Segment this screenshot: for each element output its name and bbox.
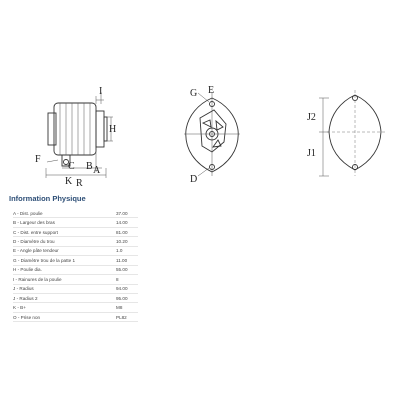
label-J2: J2 <box>307 112 316 123</box>
spec-value: 95.00 <box>114 293 138 302</box>
label-J1: J1 <box>307 148 316 159</box>
spec-row <box>13 265 138 274</box>
spec-row <box>13 227 138 236</box>
spec-label: K - B+ <box>13 303 114 312</box>
spec-value: 94.00 <box>114 284 138 293</box>
spec-value: 1.0 <box>114 246 138 255</box>
label-A: A <box>93 165 101 176</box>
label-D: D <box>190 174 198 185</box>
spec-label: D - Diamètre du trou <box>13 237 114 246</box>
side-view <box>35 86 116 189</box>
spec-row <box>13 246 138 255</box>
spec-value: 37.00 <box>114 209 138 218</box>
spec-row <box>13 303 138 312</box>
spec-value: 10.20 <box>114 237 138 246</box>
spec-row <box>13 209 138 218</box>
label-I: I <box>99 86 103 97</box>
spec-value: M8 <box>114 303 138 312</box>
spec-label: B - Largeur des bras <box>13 218 114 227</box>
label-E: E <box>208 85 215 96</box>
spec-row <box>13 256 138 265</box>
label-G: G <box>190 88 198 99</box>
label-R: R <box>76 178 83 189</box>
spec-row <box>13 284 138 293</box>
spec-row <box>13 312 138 321</box>
spec-value: 8 <box>114 275 138 284</box>
spec-label: G - Diamètre trou de la patte 1 <box>13 256 114 265</box>
label-H: H <box>109 124 117 135</box>
spec-label: E - Angle pâte tendeur <box>13 246 114 255</box>
front-view <box>184 85 240 185</box>
info-section-title: Information Physique <box>9 194 86 203</box>
label-K: K <box>65 176 73 187</box>
spec-row <box>13 275 138 284</box>
spec-value: 55.00 <box>114 265 138 274</box>
spec-row <box>13 237 138 246</box>
spec-label: H - Poulie dia. <box>13 265 114 274</box>
label-F: F <box>35 154 41 165</box>
spec-table <box>13 209 138 322</box>
spec-value: PL82 <box>114 312 138 321</box>
label-C: C <box>68 161 75 172</box>
alternator-technical-drawing <box>0 0 400 190</box>
spec-label: J - Radius 2 <box>13 293 114 302</box>
spec-row <box>13 293 138 302</box>
rear-view <box>307 90 385 176</box>
spec-value: 14.00 <box>114 218 138 227</box>
spec-label: A - Dist. poulie <box>13 209 114 218</box>
spec-label: I - Rainures de la poulie <box>13 275 114 284</box>
spec-label: C - Dist. entre support <box>13 227 114 236</box>
spec-value: 11.00 <box>114 256 138 265</box>
label-B: B <box>86 161 93 172</box>
spec-label: O - Prise non <box>13 312 114 321</box>
spec-row <box>13 218 138 227</box>
spec-label: J - Radius <box>13 284 114 293</box>
spec-value: 81.00 <box>114 227 138 236</box>
